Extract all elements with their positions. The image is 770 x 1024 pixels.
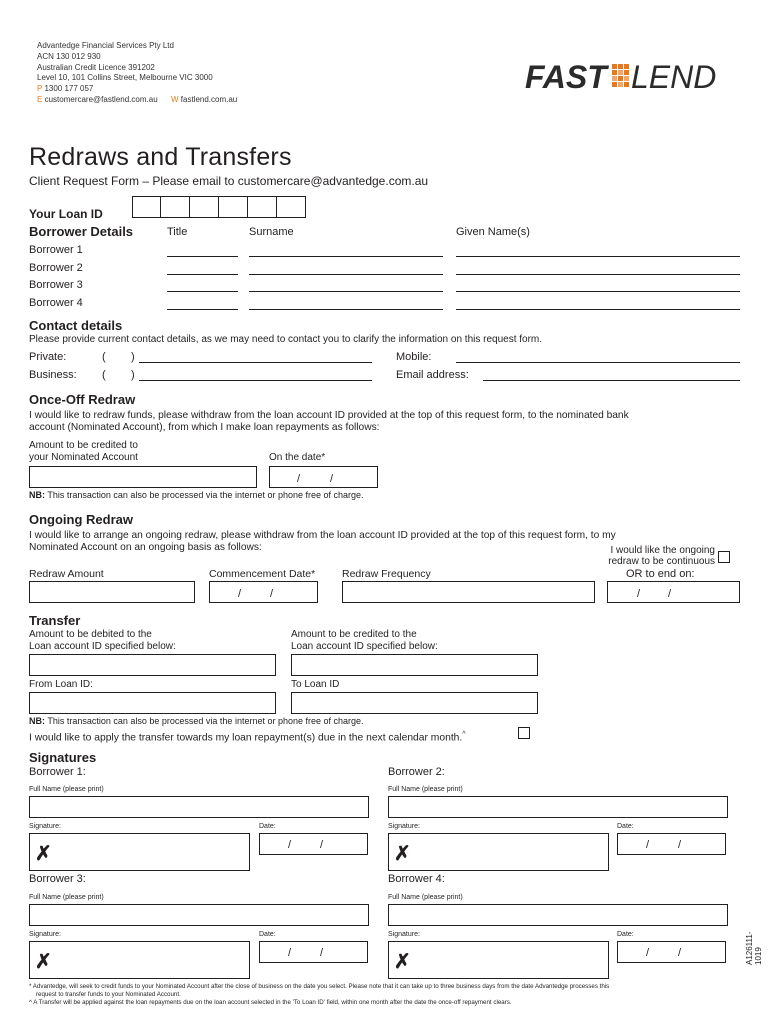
footnote-1: * Advantedge, will seek to credit funds to your Nominated Account after the close of business on the date you select. Please note that it can take up to three business days from the date Advantedge processes this — [29, 983, 610, 990]
footnote-2: ^ A Transfer will be applied against the loan repayments due on the loan account selected in the 'To Loan ID' field, within one month after the date the once-off repayment clears. — [29, 999, 512, 1006]
credit-amount-input[interactable] — [291, 654, 538, 676]
date-label: Date: — [617, 931, 634, 938]
date-separator: / — [668, 588, 672, 600]
logo-text-lend: LEND — [631, 59, 717, 94]
sig-borrower-2-label: Borrower 2: — [388, 766, 445, 778]
full-name-label: Full Name (please print) — [29, 894, 104, 901]
borrower-3-signature-box[interactable] — [29, 941, 250, 979]
once-off-intro — [29, 410, 629, 434]
debit-label — [29, 629, 176, 653]
company-name: Advantedge Financial Services Pty Ltd — [37, 41, 174, 50]
date-separator: / — [288, 839, 292, 851]
company-licence: Australian Credit Licence 391202 — [37, 62, 155, 72]
company-acn: ACN 130 012 930 — [37, 51, 101, 61]
to-loan-label: To Loan ID — [291, 679, 340, 690]
footnote-1-cont: request to transfer funds to your Nominated Account. — [36, 991, 181, 998]
private-paren-open: ( — [102, 351, 106, 363]
commencement-date-label: Commencement Date* — [209, 568, 316, 580]
date-separator: / — [320, 947, 324, 959]
date-separator: / — [320, 839, 324, 851]
credit-label-line1: Amount to be credited to the — [291, 629, 417, 640]
contact-intro: Please provide current contact details, as we may need to contact you to clarify the information on this request form. — [29, 334, 543, 345]
nb-label: NB: — [29, 716, 45, 726]
borrower-3-fullname-input[interactable] — [29, 904, 369, 926]
apply-transfer-mark: ^ — [462, 731, 466, 738]
once-off-date-label: On the date* — [269, 452, 326, 463]
fastlend-logo — [525, 58, 735, 99]
date-separator: / — [330, 473, 334, 485]
once-off-nb — [29, 490, 364, 500]
full-name-label: Full Name (please print) — [388, 894, 463, 901]
borrower-2-title-field[interactable] — [167, 274, 238, 275]
borrower-1-label: Borrower 1 — [29, 244, 83, 256]
credit-label — [291, 629, 438, 653]
phone-key: P — [37, 84, 43, 94]
business-label: Business: — [29, 369, 77, 381]
borrower-2-given-field[interactable] — [456, 274, 740, 275]
signature-label: Signature: — [388, 931, 420, 938]
col-given-names: Given Name(s) — [456, 226, 530, 238]
borrower-1-fullname-input[interactable] — [29, 796, 369, 818]
company-contact-line — [37, 95, 237, 106]
loan-id-digit[interactable] — [248, 196, 277, 218]
contact-heading: Contact details — [29, 318, 123, 333]
redraw-frequency-label: Redraw Frequency — [342, 568, 431, 580]
borrower-1-date-input[interactable] — [259, 833, 368, 855]
continuous-label — [588, 545, 715, 567]
business-paren-open: ( — [102, 369, 106, 381]
company-phone: 1300 177 057 — [44, 84, 94, 94]
transfer-heading: Transfer — [29, 613, 81, 628]
or-end-on-label: OR to end on: — [626, 568, 695, 580]
from-loan-label: From Loan ID: — [29, 679, 93, 690]
page-subtitle: Client Request Form – Please email to customercare@advantedge.com.au — [29, 174, 429, 188]
sign-here-cross-icon: ✗ — [35, 843, 52, 865]
once-off-amount-input[interactable] — [29, 466, 257, 488]
form-code: A126111-1019 — [745, 931, 763, 965]
borrower-4-label: Borrower 4 — [29, 297, 83, 309]
web-key: W — [170, 94, 179, 104]
ongoing-intro — [29, 530, 616, 554]
footnotes — [29, 983, 741, 1007]
borrower-2-surname-field[interactable] — [249, 274, 443, 275]
debit-label-line2: Loan account ID specified below: — [29, 641, 176, 652]
borrower-3-title-field[interactable] — [167, 291, 238, 292]
loan-id-digit[interactable] — [277, 196, 306, 218]
email-field[interactable] — [483, 380, 740, 381]
company-phone-line — [37, 84, 237, 95]
redraw-frequency-input[interactable] — [342, 581, 595, 603]
private-label: Private: — [29, 351, 67, 363]
ongoing-intro-line1: I would like to arrange an ongoing redraw, please withdraw from the loan account ID provided at the top of this request form, to my — [29, 530, 616, 541]
borrower-1-given-field[interactable] — [456, 256, 740, 257]
nb-text: This transaction can also be processed via the internet or phone free of charge. — [45, 716, 364, 726]
date-separator: / — [238, 588, 242, 600]
once-off-amount-label-line1: Amount to be credited to — [29, 440, 138, 451]
borrower-1-title-field[interactable] — [167, 256, 238, 257]
once-off-amount-label-line2: your Nominated Account — [29, 452, 138, 463]
sign-here-cross-icon: ✗ — [394, 951, 411, 973]
apply-transfer-label — [29, 731, 466, 743]
email-label: Email address: — [396, 369, 469, 381]
date-separator: / — [270, 588, 274, 600]
private-phone-field[interactable] — [139, 362, 372, 363]
once-off-amount-label — [29, 440, 138, 464]
loan-id-digit[interactable] — [161, 196, 190, 218]
sign-here-cross-icon: ✗ — [394, 843, 411, 865]
logo-text-fast: FAST — [525, 59, 607, 94]
mobile-field[interactable] — [456, 362, 740, 363]
borrower-2-signature-box[interactable] — [388, 833, 609, 871]
borrower-2-label: Borrower 2 — [29, 262, 83, 274]
business-phone-field[interactable] — [139, 380, 372, 381]
borrower-4-signature-box[interactable] — [388, 941, 609, 979]
borrower-4-surname-field[interactable] — [249, 309, 443, 310]
ongoing-heading: Ongoing Redraw — [29, 512, 133, 527]
date-separator: / — [646, 839, 650, 851]
sig-borrower-3-label: Borrower 3: — [29, 873, 86, 885]
loan-id-digit[interactable] — [219, 196, 248, 218]
date-label: Date: — [259, 823, 276, 830]
borrower-3-date-input[interactable] — [259, 941, 368, 963]
borrower-details-heading: Borrower Details — [29, 224, 134, 239]
private-paren-close: ) — [131, 351, 135, 363]
once-off-heading: Once-Off Redraw — [29, 392, 136, 407]
loan-id-label: Your Loan ID — [29, 207, 103, 221]
loan-id-boxes[interactable] — [132, 196, 306, 218]
nb-label: NB: — [29, 490, 45, 500]
mobile-label: Mobile: — [396, 351, 432, 363]
col-title: Title — [167, 226, 188, 238]
date-separator: / — [678, 947, 682, 959]
credit-label-line2: Loan account ID specified below: — [291, 641, 438, 652]
signature-label: Signature: — [388, 823, 420, 830]
sig-borrower-4-label: Borrower 4: — [388, 873, 445, 885]
company-address: Level 10, 101 Collins Street, Melbourne VIC 3000 — [37, 73, 213, 83]
once-off-intro-line2: account (Nominated Account), from which I make loan repayments as follows: — [29, 422, 380, 433]
nb-text: This transaction can also be processed via the internet or phone free of charge. — [45, 490, 364, 500]
date-separator: / — [288, 947, 292, 959]
borrower-1-signature-box[interactable] — [29, 833, 250, 871]
debit-label-line1: Amount to be debited to the — [29, 629, 152, 640]
redraw-amount-input[interactable] — [29, 581, 195, 603]
date-label: Date: — [259, 931, 276, 938]
signature-label: Signature: — [29, 931, 61, 938]
full-name-label: Full Name (please print) — [388, 786, 463, 793]
apply-transfer-text: I would like to apply the transfer towards my loan repayment(s) due in the next calendar month. — [29, 732, 463, 744]
continuous-label-line2: redraw to be continuous — [608, 556, 715, 567]
borrower-3-given-field[interactable] — [456, 291, 740, 292]
from-loan-input[interactable] — [29, 692, 276, 714]
once-off-intro-line1: I would like to redraw funds, please withdraw from the loan account ID provided at the top of this request form, to the nominated bank — [29, 410, 629, 421]
borrower-1-surname-field[interactable] — [249, 256, 443, 257]
debit-amount-input[interactable] — [29, 654, 276, 676]
borrower-2-date-input[interactable] — [617, 833, 726, 855]
borrower-4-fullname-input[interactable] — [388, 904, 728, 926]
company-details — [37, 41, 237, 106]
date-separator: / — [637, 588, 641, 600]
borrower-2-fullname-input[interactable] — [388, 796, 728, 818]
loan-id-digit[interactable] — [190, 196, 219, 218]
company-email: customercare@fastlend.com.au — [44, 94, 158, 104]
commencement-date-input[interactable] — [209, 581, 318, 603]
borrower-4-date-input[interactable] — [617, 941, 726, 963]
transfer-nb — [29, 716, 364, 726]
ongoing-intro-line2: Nominated Account on an ongoing basis as follows: — [29, 542, 262, 553]
borrower-3-label: Borrower 3 — [29, 279, 83, 291]
borrower-4-given-field[interactable] — [456, 309, 740, 310]
continuous-label-line1: I would like the ongoing — [610, 545, 715, 556]
signatures-heading: Signatures — [29, 750, 97, 765]
date-separator: / — [297, 473, 301, 485]
sig-borrower-1-label: Borrower 1: — [29, 766, 86, 778]
loan-id-digit[interactable] — [132, 196, 161, 218]
date-separator: / — [678, 839, 682, 851]
date-separator: / — [646, 947, 650, 959]
once-off-date-input[interactable] — [269, 466, 378, 488]
business-paren-close: ) — [131, 369, 135, 381]
borrower-4-title-field[interactable] — [167, 309, 238, 310]
full-name-label: Full Name (please print) — [29, 786, 104, 793]
borrower-3-surname-field[interactable] — [249, 291, 443, 292]
col-surname: Surname — [249, 226, 294, 238]
email-key: E — [37, 94, 43, 104]
redraw-amount-label: Redraw Amount — [29, 568, 104, 580]
end-date-input[interactable] — [607, 581, 740, 603]
apply-transfer-checkbox[interactable] — [518, 727, 530, 739]
to-loan-input[interactable] — [291, 692, 538, 714]
page-title: Redraws and Transfers — [29, 143, 292, 171]
date-label: Date: — [617, 823, 634, 830]
logo-grid-icon — [612, 64, 629, 87]
continuous-checkbox[interactable] — [718, 551, 730, 563]
signature-label: Signature: — [29, 823, 61, 830]
sign-here-cross-icon: ✗ — [35, 951, 52, 973]
company-web: fastlend.com.au — [180, 94, 238, 104]
